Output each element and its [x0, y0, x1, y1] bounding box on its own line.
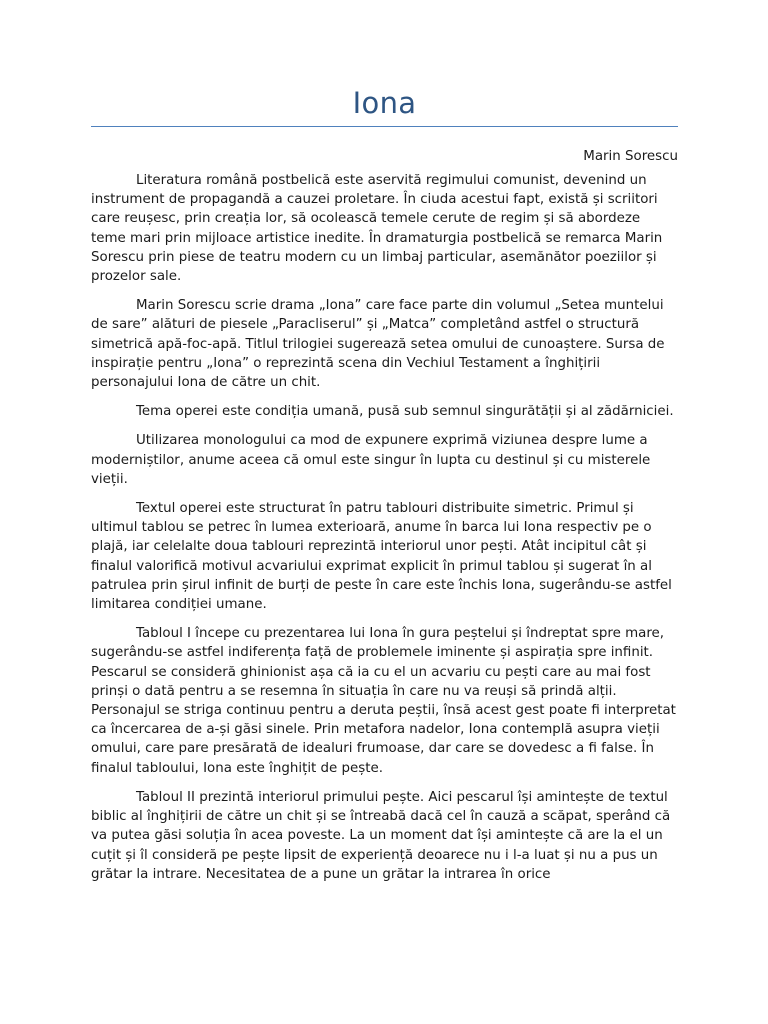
document-title: Iona [352, 86, 417, 120]
paragraph-1: Literatura română postbelică este aservită regimului comunist, devenind un instrument de propagandă a cauzei proletare. În ciuda acestui fapt, există și scriitori care reușesc, prin creația lor, să ocolească temele cerute de regim și să abordeze teme mari prin mijloace artistice inedite. În dramaturgia postbelică se remarca Marin Sorescu prin piese de teatru modern cu un limbaj particular, asemănător poeziilor și prozelor sale. [91, 173, 663, 285]
paragraph-7: Tabloul II prezintă interiorul primului pește. Aici pescarul își amintește de textul biblic al înghițirii de către un chit și se întreabă dacă cel în cauză a scăpat, sperând că va putea găsi soluția în acea poveste. La un moment dat își amintește că are la el un cuțit și îl consideră pe pește lipsit de experiență deoarece nu i l-a luat și nu a pus un grătar la intrare. Necesitatea de a pune un grătar la intrarea în orice [91, 789, 671, 882]
title-divider [91, 126, 678, 127]
author-name: Marin Sorescu [583, 149, 678, 164]
paragraph-4: Utilizarea monologului ca mod de expunere exprimă viziunea despre lume a moderniștilor, anume aceea că omul este singur în lupta cu destinul și cu misterele vieții. [91, 433, 651, 487]
paragraph-3: Tema operei este condiția umană, pusă sub semnul singurătății și al zădărniciei. [136, 404, 674, 420]
paragraph-2: Marin Sorescu scrie drama „Iona” care face parte din volumul „Setea muntelui de sare” alături de piesele „Paracliserul” și „Matca” completând astfel o structură simetrică apă-foc-apă. Titlul trilogiei sugerează setea omului de cunoaștere. Sursa de inspirație pentru „Iona” o reprezintă scena din Vechiul Testament a înghițirii personajului Iona de către un chit. [91, 298, 665, 391]
paragraph-6: Tabloul I începe cu prezentarea lui Iona în gura peștelui și îndreptat spre mare, sugerându-se astfel indiferența față de problemele iminente și aspirația spre infinit. Pescarul se consideră ghinionist așa că ia cu el un acvariu cu pești care au mai fost prinși o dată pentru a se resemna în situația în care nu va reuși să prindă alții. Personajul se striga continuu pentru a deruta peștii, însă acest gest poate fi interpretat ca încercarea de a-și găsi sinele. Prin metafora nadelor, Iona contemplă asupra vieții omului, care pare presărată de idealuri frumoase, dar care se dovedesc a fi false. În finalul tabloului, Iona este înghițit de pește. [91, 626, 676, 776]
paragraph-5: Textul operei este structurat în patru tablouri distribuite simetric. Primul și ultimul tablou se petrec în lumea exterioară, anume în barca lui Iona respectiv pe o plajă, iar celelalte doua tablouri reprezintă interiorul unor pești. Atât incipitul cât și finalul valorifică motivul acvariului exprimat explicit în primul tablou și sugerat în al patrulea prin șirul infinit de burți de peste în care este închis Iona, sugerându-se astfel limitarea condiției umane. [91, 501, 672, 613]
document-page [91, 0, 678, 884]
